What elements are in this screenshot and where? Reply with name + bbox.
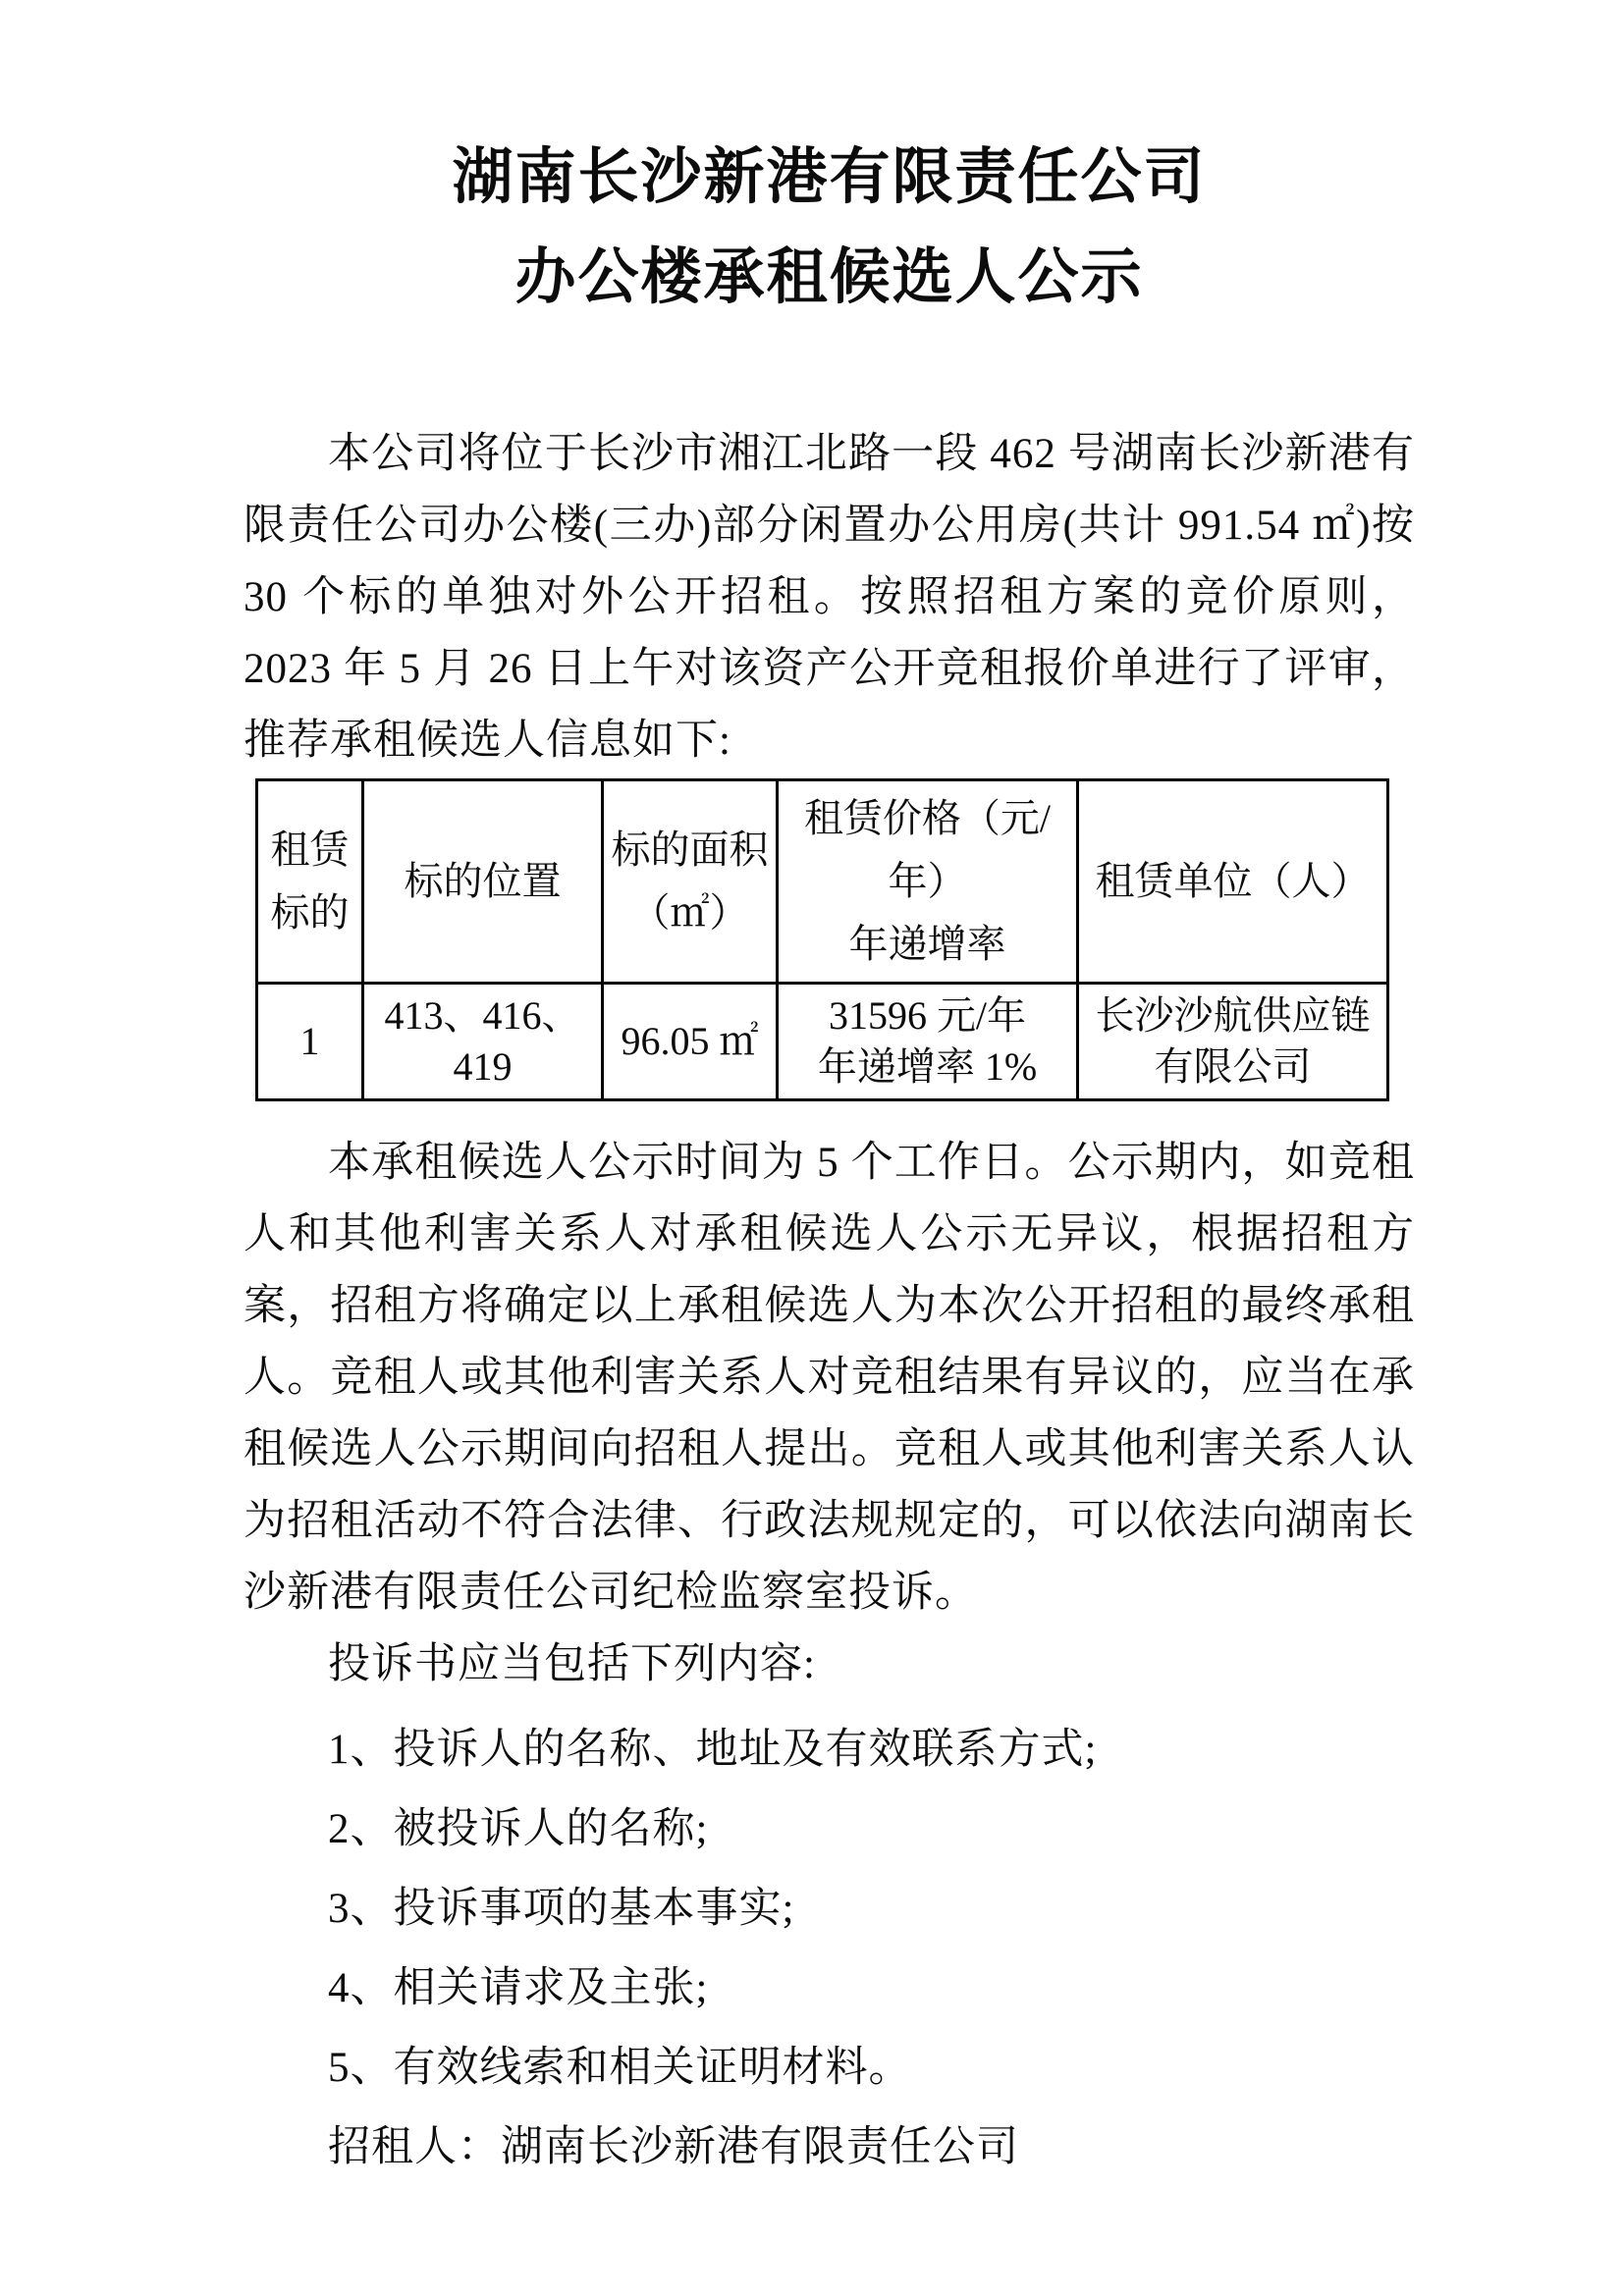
header-tenant <box>1078 780 1388 984</box>
complaint-list <box>243 1714 1415 2104</box>
cell-tenant-value: 长沙沙航供应链有限公司 <box>1095 993 1371 1089</box>
cell-lease-id-value: 1 <box>299 1019 320 1063</box>
header-lease-id-line-1: 租赁 <box>270 828 350 872</box>
header-price <box>778 780 1078 984</box>
complaint-item-2: 2、被投诉人的名称; <box>328 1806 709 1852</box>
table-header-row <box>257 780 1388 984</box>
header-price-line-1: 租赁价格（元/年） <box>803 796 1052 903</box>
intro-paragraph: 本公司将位于长沙市湘江北路一段 462 号湖南长沙新港有限责任公司办公楼(三办)部分闲置办公用房(共计 991.54 ㎡)按 30 个标的单独对外公开招租。按照招租方案的竞价原则，2023 年 5 月 26 日上午对该资产公开竞租报价单进行了评审，推荐承租候选人信息如下: <box>243 431 1415 764</box>
header-location-line: 标的位置 <box>404 859 562 903</box>
cell-area-value: 96.05 ㎡ <box>621 1019 759 1063</box>
issuer-line: 招租人：湖南长沙新港有限责任公司 <box>328 2124 1019 2170</box>
header-lease-id-line-2: 标的 <box>270 890 350 934</box>
cell-location-value: 413、416、419 <box>384 993 581 1089</box>
cell-location <box>363 984 603 1100</box>
complaint-item-5: 5、有效线索和相关证明材料。 <box>328 2045 912 2091</box>
header-area-line-1: 标的面积 <box>611 828 769 872</box>
header-area-line-2: （㎡） <box>630 890 749 934</box>
complaint-item-1: 1、投诉人的名称、地址及有效联系方式; <box>328 1727 1098 1773</box>
complaint-item-4: 4、相关请求及主张; <box>328 1965 709 2011</box>
publicity-paragraph: 本承租候选人公示时间为 5 个工作日。公示期内，如竞租人和其他利害关系人对承租候选人公示无异议，根据招租方案，招租方将确定以上承租候选人为本次公开招租的最终承租人。竞租人或其他利害关系人对竞租结果有异议的，应当在承租候选人公示期间向招租人提出。竞租人或其他利害关系人认为招租活动不符合法律、行政法规规定的，可以依法向湖南长沙新港有限责任公司纪检监察室投诉。 <box>243 1140 1415 1616</box>
complaint-intro: 投诉书应当包括下列内容: <box>328 1641 816 1687</box>
candidate-table <box>255 778 1389 1101</box>
title-line-2: 办公楼承租候选人公示 <box>514 244 1144 311</box>
header-location <box>363 780 603 984</box>
header-tenant-line: 租赁单位（人） <box>1095 859 1371 903</box>
table-row <box>257 984 1388 1100</box>
header-lease-id <box>257 780 363 984</box>
cell-price-value: 31596 元/年 <box>828 993 1027 1038</box>
cell-tenant <box>1078 984 1388 1100</box>
title-line-1: 湖南长沙新港有限责任公司 <box>452 144 1207 211</box>
header-price-line-2: 年递增率 <box>848 922 1006 966</box>
cell-escalation-value: 年递增率 1% <box>817 1044 1038 1089</box>
cell-area <box>603 984 778 1100</box>
complaint-item-3: 3、投诉事项的基本事实; <box>328 1886 795 1932</box>
document-title <box>243 128 1415 328</box>
cell-lease-id <box>257 984 363 1100</box>
cell-price <box>778 984 1078 1100</box>
header-area <box>603 780 778 984</box>
